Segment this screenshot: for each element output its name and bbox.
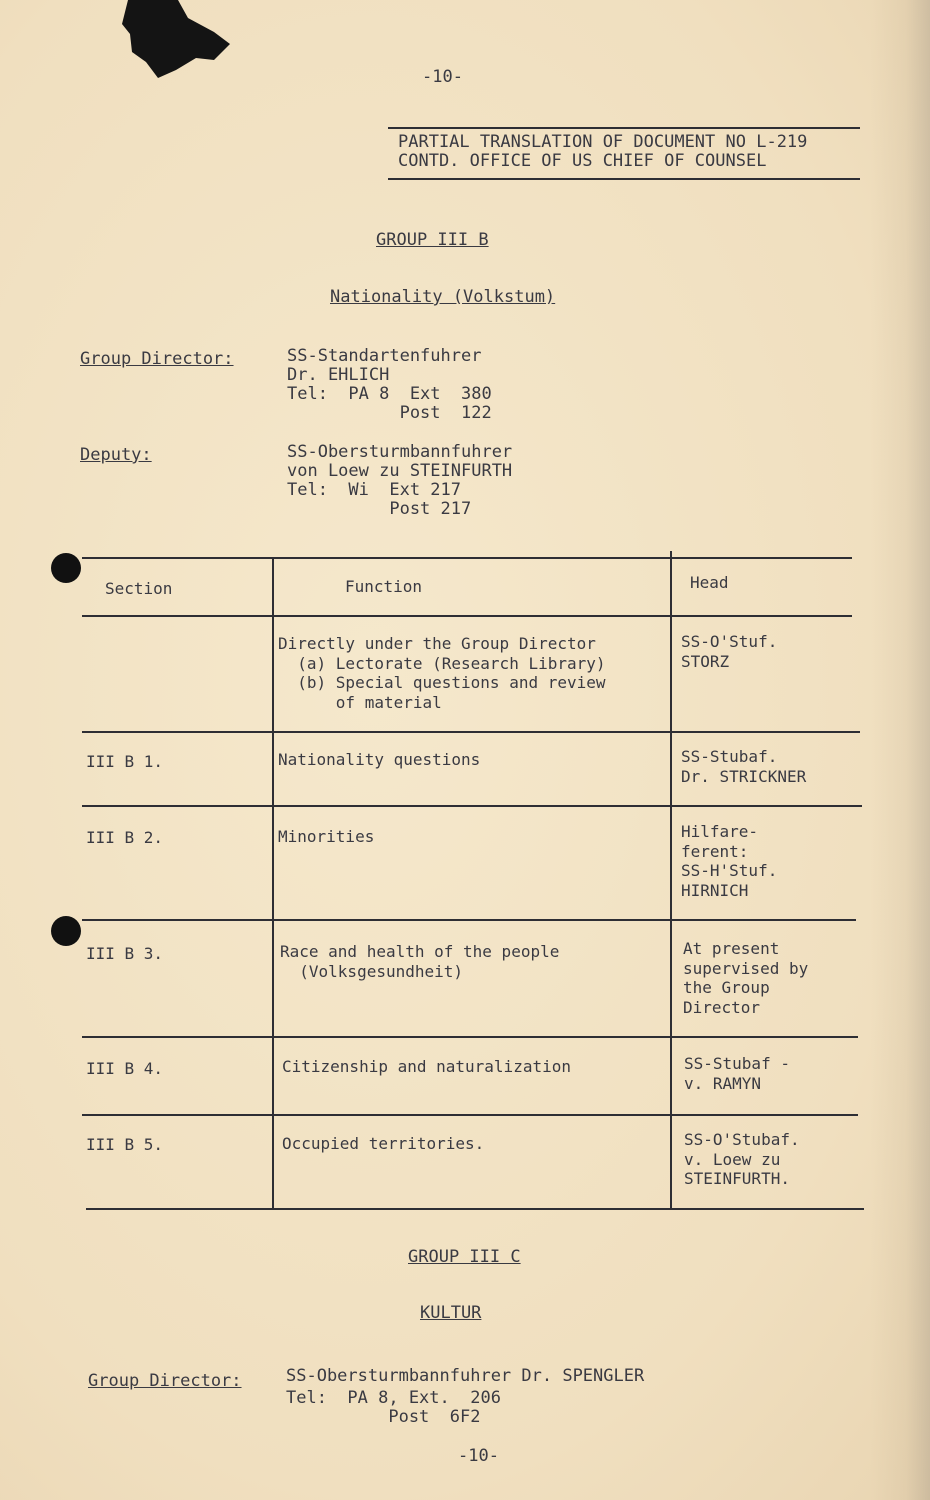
group-b-director-label: Group Director: (80, 349, 234, 369)
punch-hole-top (51, 553, 81, 583)
group-c-title: GROUP III C (408, 1247, 521, 1267)
group-b-director-line: Tel: PA 8 Ext 380 (287, 384, 492, 404)
group-b-deputy-line: von Loew zu STEINFURTH (287, 461, 513, 481)
header-top-rule (388, 127, 860, 129)
group-c-director-line: Post 6F2 (286, 1407, 481, 1427)
row-section: III B 2. (86, 828, 164, 847)
row-head: SS-O'Stubaf. v. Loew zu STEINFURTH. (684, 1130, 800, 1188)
group-b-deputy-line: Tel: Wi Ext 217 (287, 480, 461, 500)
group-b-title: GROUP III B (376, 230, 489, 250)
row-head: SS-Stubaf. Dr. STRICKNER (681, 747, 807, 786)
row-head: SS-Stubaf - v. RAMYN (684, 1054, 790, 1093)
header-line-1: PARTIAL TRANSLATION OF DOCUMENT NO L-219 (398, 132, 808, 152)
row-section: III B 5. (86, 1135, 164, 1154)
row-function: Race and health of the people (Volksgesundheit) (280, 942, 560, 981)
page-number-bottom: -10- (458, 1446, 499, 1466)
group-b-subtitle: Nationality (Volkstum) (330, 287, 556, 307)
table-rule (82, 919, 856, 921)
group-b-director-line: Dr. EHLICH (287, 365, 390, 385)
header-line-2: CONTD. OFFICE OF US CHIEF OF COUNSEL (398, 151, 767, 171)
table-rule (82, 731, 860, 733)
table-rule (82, 805, 862, 807)
row-head: SS-O'Stuf. STORZ (681, 632, 778, 671)
row-head: Hilfare- ferent: SS-H'Stuf. HIRNICH (681, 822, 778, 900)
group-c-director-label: Group Director: (88, 1371, 242, 1391)
table-rule (82, 1036, 858, 1038)
punch-hole-bottom (51, 916, 81, 946)
row-function: Minorities (278, 827, 375, 846)
group-c-director-line: Tel: PA 8, Ext. 206 (286, 1388, 501, 1408)
paper-edge-shadow (870, 0, 930, 1500)
group-c-subtitle: KULTUR (420, 1303, 482, 1323)
row-head: At present supervised by the Group Director (683, 939, 809, 1017)
table-rule (82, 1114, 858, 1116)
torn-corner-mark (118, 0, 230, 82)
row-function: Nationality questions (278, 750, 481, 769)
header-function: Function (345, 577, 423, 596)
row-function: Citizenship and naturalization (282, 1057, 571, 1076)
header-section: Section (105, 579, 173, 598)
row-function: Directly under the Group Director (a) Lectorate (Research Library) (b) Special questions and review of material (278, 634, 606, 712)
row-section: III B 4. (86, 1059, 164, 1078)
header-bottom-rule (388, 178, 860, 180)
group-b-director-line: SS-Standartenfuhrer (287, 346, 482, 366)
page-number-top: -10- (422, 67, 463, 87)
group-b-deputy-line: Post 217 (287, 499, 472, 519)
row-function: Occupied territories. (282, 1134, 485, 1153)
header-head: Head (690, 573, 729, 592)
group-b-deputy-line: SS-Obersturmbannfuhrer (287, 442, 513, 462)
table-column-divider (670, 551, 672, 1210)
row-section: III B 1. (86, 752, 164, 771)
group-b-deputy-label: Deputy: (80, 445, 152, 465)
table-rule (86, 1208, 864, 1210)
table-rule (82, 557, 852, 559)
row-section: III B 3. (86, 944, 164, 963)
group-b-director-line: Post 122 (287, 403, 492, 423)
group-c-director-line: SS-Obersturmbannfuhrer Dr. SPENGLER (286, 1366, 645, 1386)
table-column-divider (272, 557, 274, 1210)
table-rule (82, 615, 852, 617)
